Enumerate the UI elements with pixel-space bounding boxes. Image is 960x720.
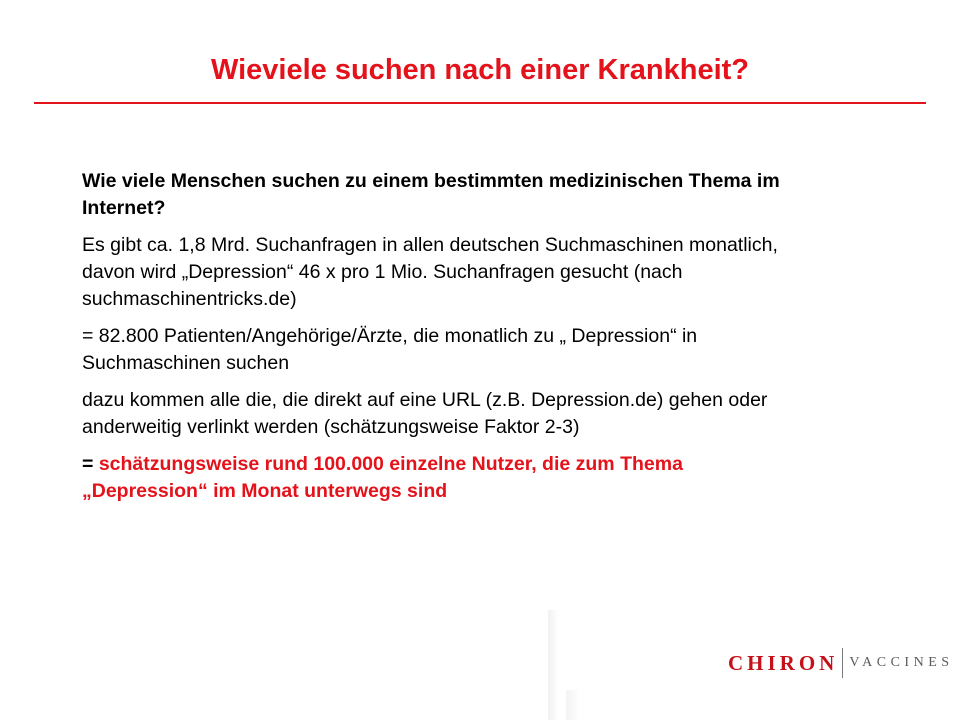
slide-body bbox=[82, 168, 802, 515]
patients-paragraph: = 82.800 Patienten/Angehörige/Ärzte, die monatlich zu „ Depression“ in Suchmaschinen suchen bbox=[82, 325, 698, 374]
direct-visits-paragraph: dazu kommen alle die, die direkt auf eine URL (z.B. Depression.de) gehen oder anderweitig verlinkt werden (schätzungsweise Faktor 2-3) bbox=[82, 389, 768, 438]
conclusion-text: schätzungsweise rund 100.000 einzelne Nutzer, die zum Thema „Depression“ im Monat unterwegs sind bbox=[82, 453, 683, 502]
conclusion-prefix: = bbox=[82, 453, 99, 475]
logo-divider bbox=[842, 648, 843, 678]
chiron-vaccines-logo bbox=[728, 646, 954, 680]
conclusion-paragraph bbox=[82, 451, 802, 505]
logo-secondary-text: VACCINES bbox=[849, 655, 954, 670]
logo-primary-text: CHIRON bbox=[728, 650, 839, 675]
stats-paragraph: Es gibt ca. 1,8 Mrd. Suchanfragen in allen deutschen Suchmaschinen monatlich, davon wird „Depression“ 46 x pro 1 Mio. Suchanfragen gesucht (nach suchmaschinentricks.de) bbox=[82, 234, 778, 310]
background-decoration bbox=[548, 610, 558, 720]
question-paragraph: Wie viele Menschen suchen zu einem bestimmten medizinischen Thema im Internet? bbox=[82, 170, 780, 219]
background-decoration-secondary bbox=[566, 690, 580, 720]
slide-title: Wieviele suchen nach einer Krankheit? bbox=[210, 54, 750, 86]
title-divider bbox=[34, 102, 926, 104]
